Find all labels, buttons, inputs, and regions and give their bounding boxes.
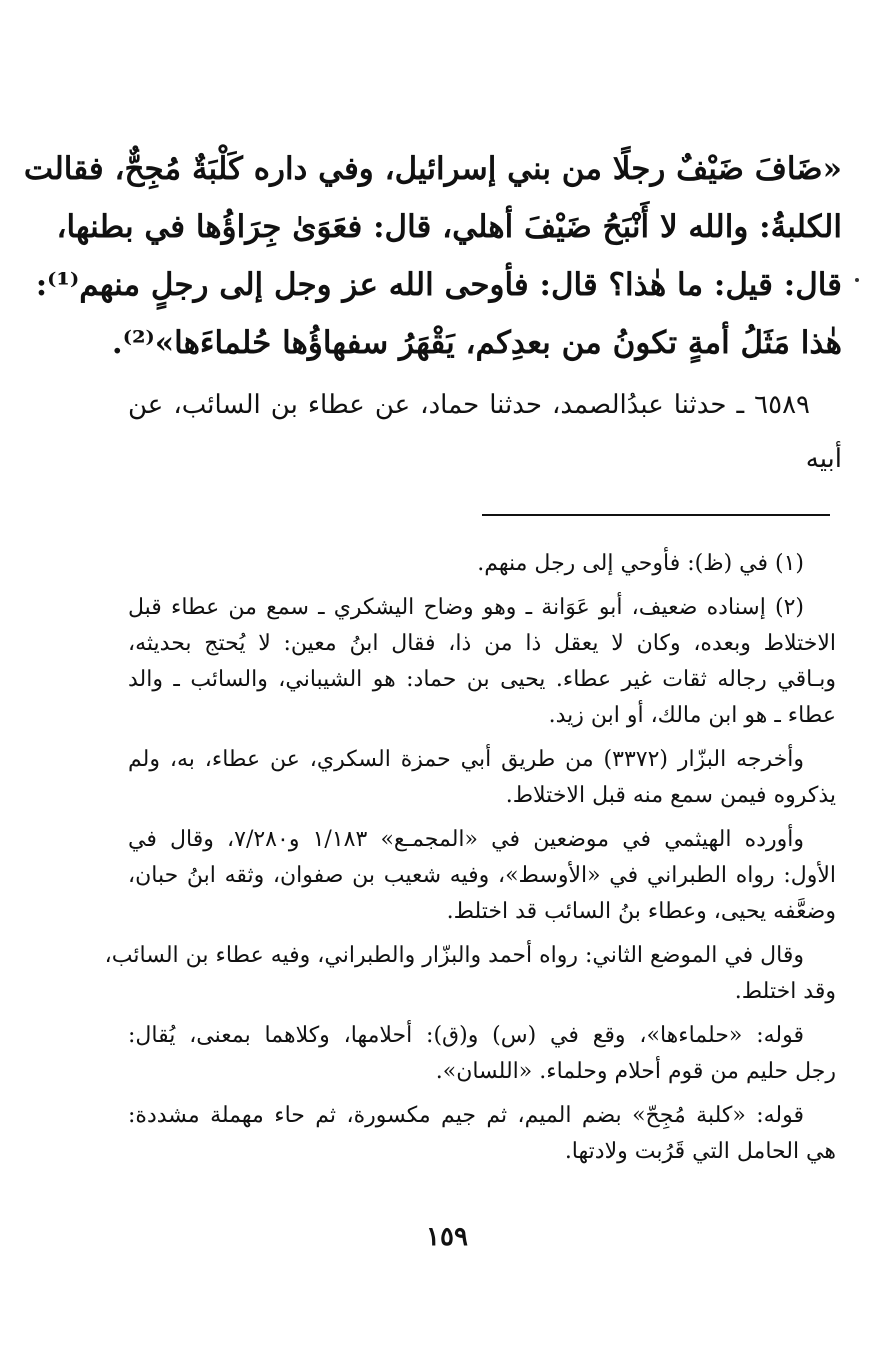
footnote-line: وأخرجه البزّار (٣٣٧٢) من طريق أبي حمزة السكري، عن عطاء، به، ولم (128, 747, 804, 772)
main-text-line: هٰذا مَثَلُ أمةٍ تكونُ من بعدِكم، يَقْهَرُ سفهاؤُها حُلماءَها»⁽²⁾. (111, 325, 842, 361)
footnote-line: وأورده الهيثمي في موضعين في «المجمـع» ١/١٨٣ و٧/٢٨٠، وقال في (128, 827, 804, 852)
footnote-2-kalba (128, 1098, 836, 1170)
footnote-line: قوله: «حلماءها»، وقع في (س) و(ق): أحلامها، وكلاهما بمعنى، يُقال: (128, 1023, 804, 1048)
footnote-2-bazzar (128, 742, 836, 814)
footnote-line: قوله: «كلبة مُجِحّ» بضم الميم، ثم جيم مكسورة، ثم حاء مهملة مشددة: (128, 1103, 804, 1128)
margin-dot (855, 278, 859, 282)
footnote-line: الاختلاط وبعده، وكان لا يعقل ذا من ذا، فقال ابنُ معين: لا يُحتج بحديثه، (128, 631, 836, 656)
footnote-line: هي الحامل التي قَرُبت ولادتها. (564, 1139, 836, 1164)
footnote-divider (482, 514, 830, 516)
footnote-2-second-place (104, 938, 836, 1010)
footnotes (104, 546, 836, 1178)
footnote-line: وقال في الموضع الثاني: رواه أحمد والبزّار والطبراني، وفيه عطاء بن السائب، (104, 943, 804, 968)
main-text-line: قال: قيل: ما هٰذا؟ قال: فأوحى الله عز وجل إلى رجلٍ منهم⁽¹⁾: (35, 267, 842, 303)
next-hadith-line: أبيه (805, 444, 842, 474)
main-text-line: «ضَافَ ضَيْفٌ رجلًا من بني إسرائيل، وفي داره كَلْبَةٌ مُجِحٌّ، فقالت (23, 151, 842, 187)
footnote-line: (٢) إسناده ضعيف، أبو عَوَانة ـ وهو وضاح اليشكري ـ سمع من عطاء قبل (128, 595, 804, 620)
main-text-line: الكلبةُ: والله لا أَنْبَحُ ضَيْفَ أهلي، قال: فعَوَىٰ جِرَاؤُها في بطنها، (56, 209, 842, 245)
footnote-line: وضعَّفه يحيى، وعطاء بنُ السائب قد اختلط. (446, 899, 836, 924)
footnote-line: عطاء ـ هو ابن مالك، أو ابن زيد. (548, 703, 836, 728)
next-hadith (128, 378, 842, 486)
hadith-main-text (23, 140, 842, 372)
footnote-line: (١) في (ظ): فأوحي إلى رجل منهم. (477, 551, 804, 576)
footnote-line: رجل حليم من قوم أحلام وحلماء. «اللسان». (435, 1059, 836, 1084)
footnote-line: يذكروه فيمن سمع منه قبل الاختلاط. (505, 783, 836, 808)
footnote-line: وقد اختلط. (734, 979, 836, 1004)
footnote-line: وبـاقي رجاله ثقات غير عطاء. يحيى بن حماد: هو الشيباني، والسائب ـ والد (128, 667, 836, 692)
footnote-2 (128, 590, 836, 734)
footnote-line: الأول: رواه الطبراني في «الأوسط»، وفيه شعيب بن صفوان، وثقه ابنُ حبان، (128, 863, 836, 888)
footnote-2-haythami (128, 822, 836, 930)
footnote-1 (128, 546, 836, 582)
footnote-2-hulama (128, 1018, 836, 1090)
next-hadith-line: ٦٥٨٩ ـ حدثنا عبدُالصمد، حدثنا حماد، عن عطاء بن السائب، عن (128, 390, 810, 420)
page-number: ١٥٩ (426, 1222, 468, 1252)
